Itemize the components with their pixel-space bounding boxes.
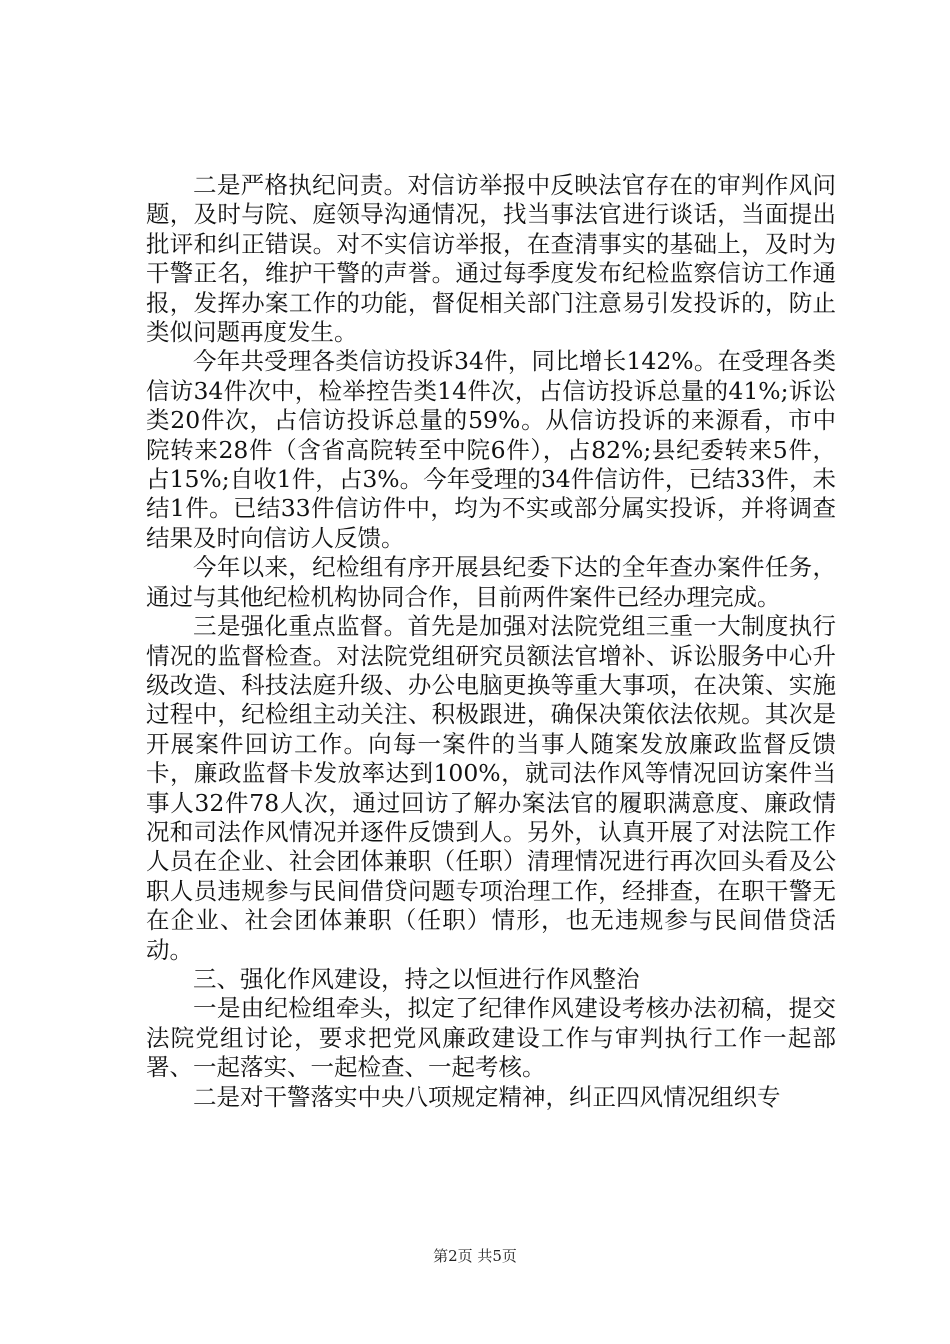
- paragraph-petition-statistics: 今年共受理各类信访投诉34件，同比增长142%。在受理各类信访34件次中，检举控告类14件次，占信访投诉总量的41%;诉讼类20件次，占信访投诉总量的59%。从信访投诉的来源看，市中院转来28件（含省高院转至中院6件），占82%;县纪委转来5件，占15%;自收1件，占3%。今年受理的34件信访件，已结33件，未结1件。已结33件信访件中，均为不实或部分属实投诉，并将调查结果及时向信访人反馈。: [146, 347, 836, 552]
- paragraph-case-handling: 今年以来，纪检组有序开展县纪委下达的全年查办案件任务，通过与其他纪检机构协同合作，目前两件案件已经办理完成。: [146, 553, 836, 611]
- document-body: [146, 171, 836, 1112]
- paragraph-discipline-accountability: 二是严格执纪问责。对信访举报中反映法官存在的审判作风问题，及时与院、庭领导沟通情况，找当事法官进行谈话，当面提出批评和纠正错误。对不实信访举报，在查清事实的基础上，及时为干警正名，维护干警的声誉。通过每季度发布纪检监察信访工作通报，发挥办案工作的功能，督促相关部门注意易引发投诉的，防止类似问题再度发生。: [146, 171, 836, 347]
- paragraph-key-supervision: 三是强化重点监督。首先是加强对法院党组三重一大制度执行情况的监督检查。对法院党组研究员额法官增补、诉讼服务中心升级改造、科技法庭升级、办公电脑更换等重大事项，在决策、实施过程中，纪检组主动关注、积极跟进，确保决策依法依规。其次是开展案件回访工作。向每一案件的当事人随案发放廉政监督反馈卡，廉政监督卡发放率达到100%，就司法作风等情况回访案件当事人32件78人次，通过回访了解办案法官的履职满意度、廉政情况和司法作风情况并逐件反馈到人。另外，认真开展了对法院工作人员在企业、社会团体兼职（任职）清理情况进行再次回头看及公职人员违规参与民间借贷问题专项治理工作，经排查，在职干警无在企业、社会团体兼职（任职）情形，也无违规参与民间借贷活动。: [146, 612, 836, 964]
- paragraph-assessment-measures: 一是由纪检组牵头，拟定了纪律作风建设考核办法初稿，提交法院党组讨论，要求把党风廉政建设工作与审判执行工作一起部署、一起落实、一起检查、一起考核。: [146, 994, 836, 1082]
- section-heading-style-building: 三、强化作风建设，持之以恒进行作风整治: [193, 964, 640, 993]
- page-number-footer: 第2页 共5页: [433, 1247, 517, 1265]
- paragraph-eight-rules: 二是对干警落实中央八项规定精神，纠正四风情况组织专: [193, 1082, 781, 1111]
